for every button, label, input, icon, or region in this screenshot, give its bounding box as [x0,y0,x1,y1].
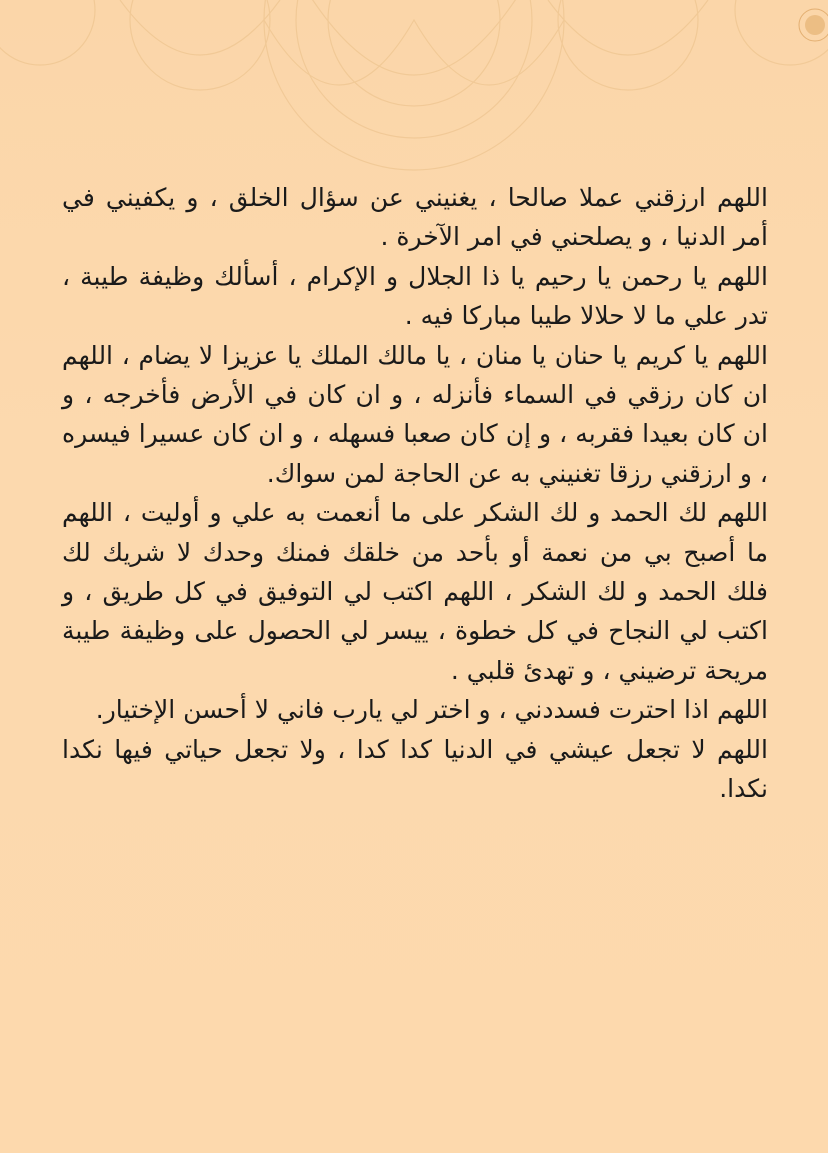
prayer-text [62,178,768,809]
decorative-ornament [0,0,828,200]
paragraph-5: اللهم اذا احترت فسددني ، و اختر لي يارب فاني لا أحسن الإختيار. [95,695,768,725]
paragraph-1: اللهم ارزقني عملا صالحا ، يغنيني عن سؤال الخلق ، و يكفيني في أمر الدنيا ، و يصلحني في امر الآخرة . [62,183,768,252]
paragraph-2: اللهم يا رحمن يا رحيم يا ذا الجلال و الإكرام ، أسألك وظيفة طيبة ، تدر علي ما لا حلالا طيبا مباركا فيه . [62,261,768,331]
paragraph-6: اللهم لا تجعل عيشي في الدنيا كدا كدا ، ولا تجعل حياتي فيها نكدا نكدا. [62,734,768,804]
paragraph-3: اللهم يا كريم يا حنان يا منان ، يا مالك الملك يا عزيزا لا يضام ، اللهم ان كان رزقي في السماء فأنزله ، و ان كان في الأرض فأخرجه ، و ان كان بعيدا فقربه ، و إن كان صعبا فسهله ، و ان كان عسيرا فيسره ، و ارزقني رزقا تغنيني به عن الحاجة لمن سواك. [62,340,768,488]
paragraph-4: اللهم لك الحمد و لك الشكر على ما أنعمت به علي و أوليت ، اللهم ما أصبح بي من نعمة أو بأحد من خلقك فمنك وحدك لا شريك لك فلك الحمد و لك الشكر ، اللهم اكتب لي التوفيق في كل طريق ، و اكتب لي النجاح في كل خطوة ، ييسر لي الحصول على وظيفة طيبة مريحة ترضيني ، و تهدئ قلبي . [62,498,768,685]
